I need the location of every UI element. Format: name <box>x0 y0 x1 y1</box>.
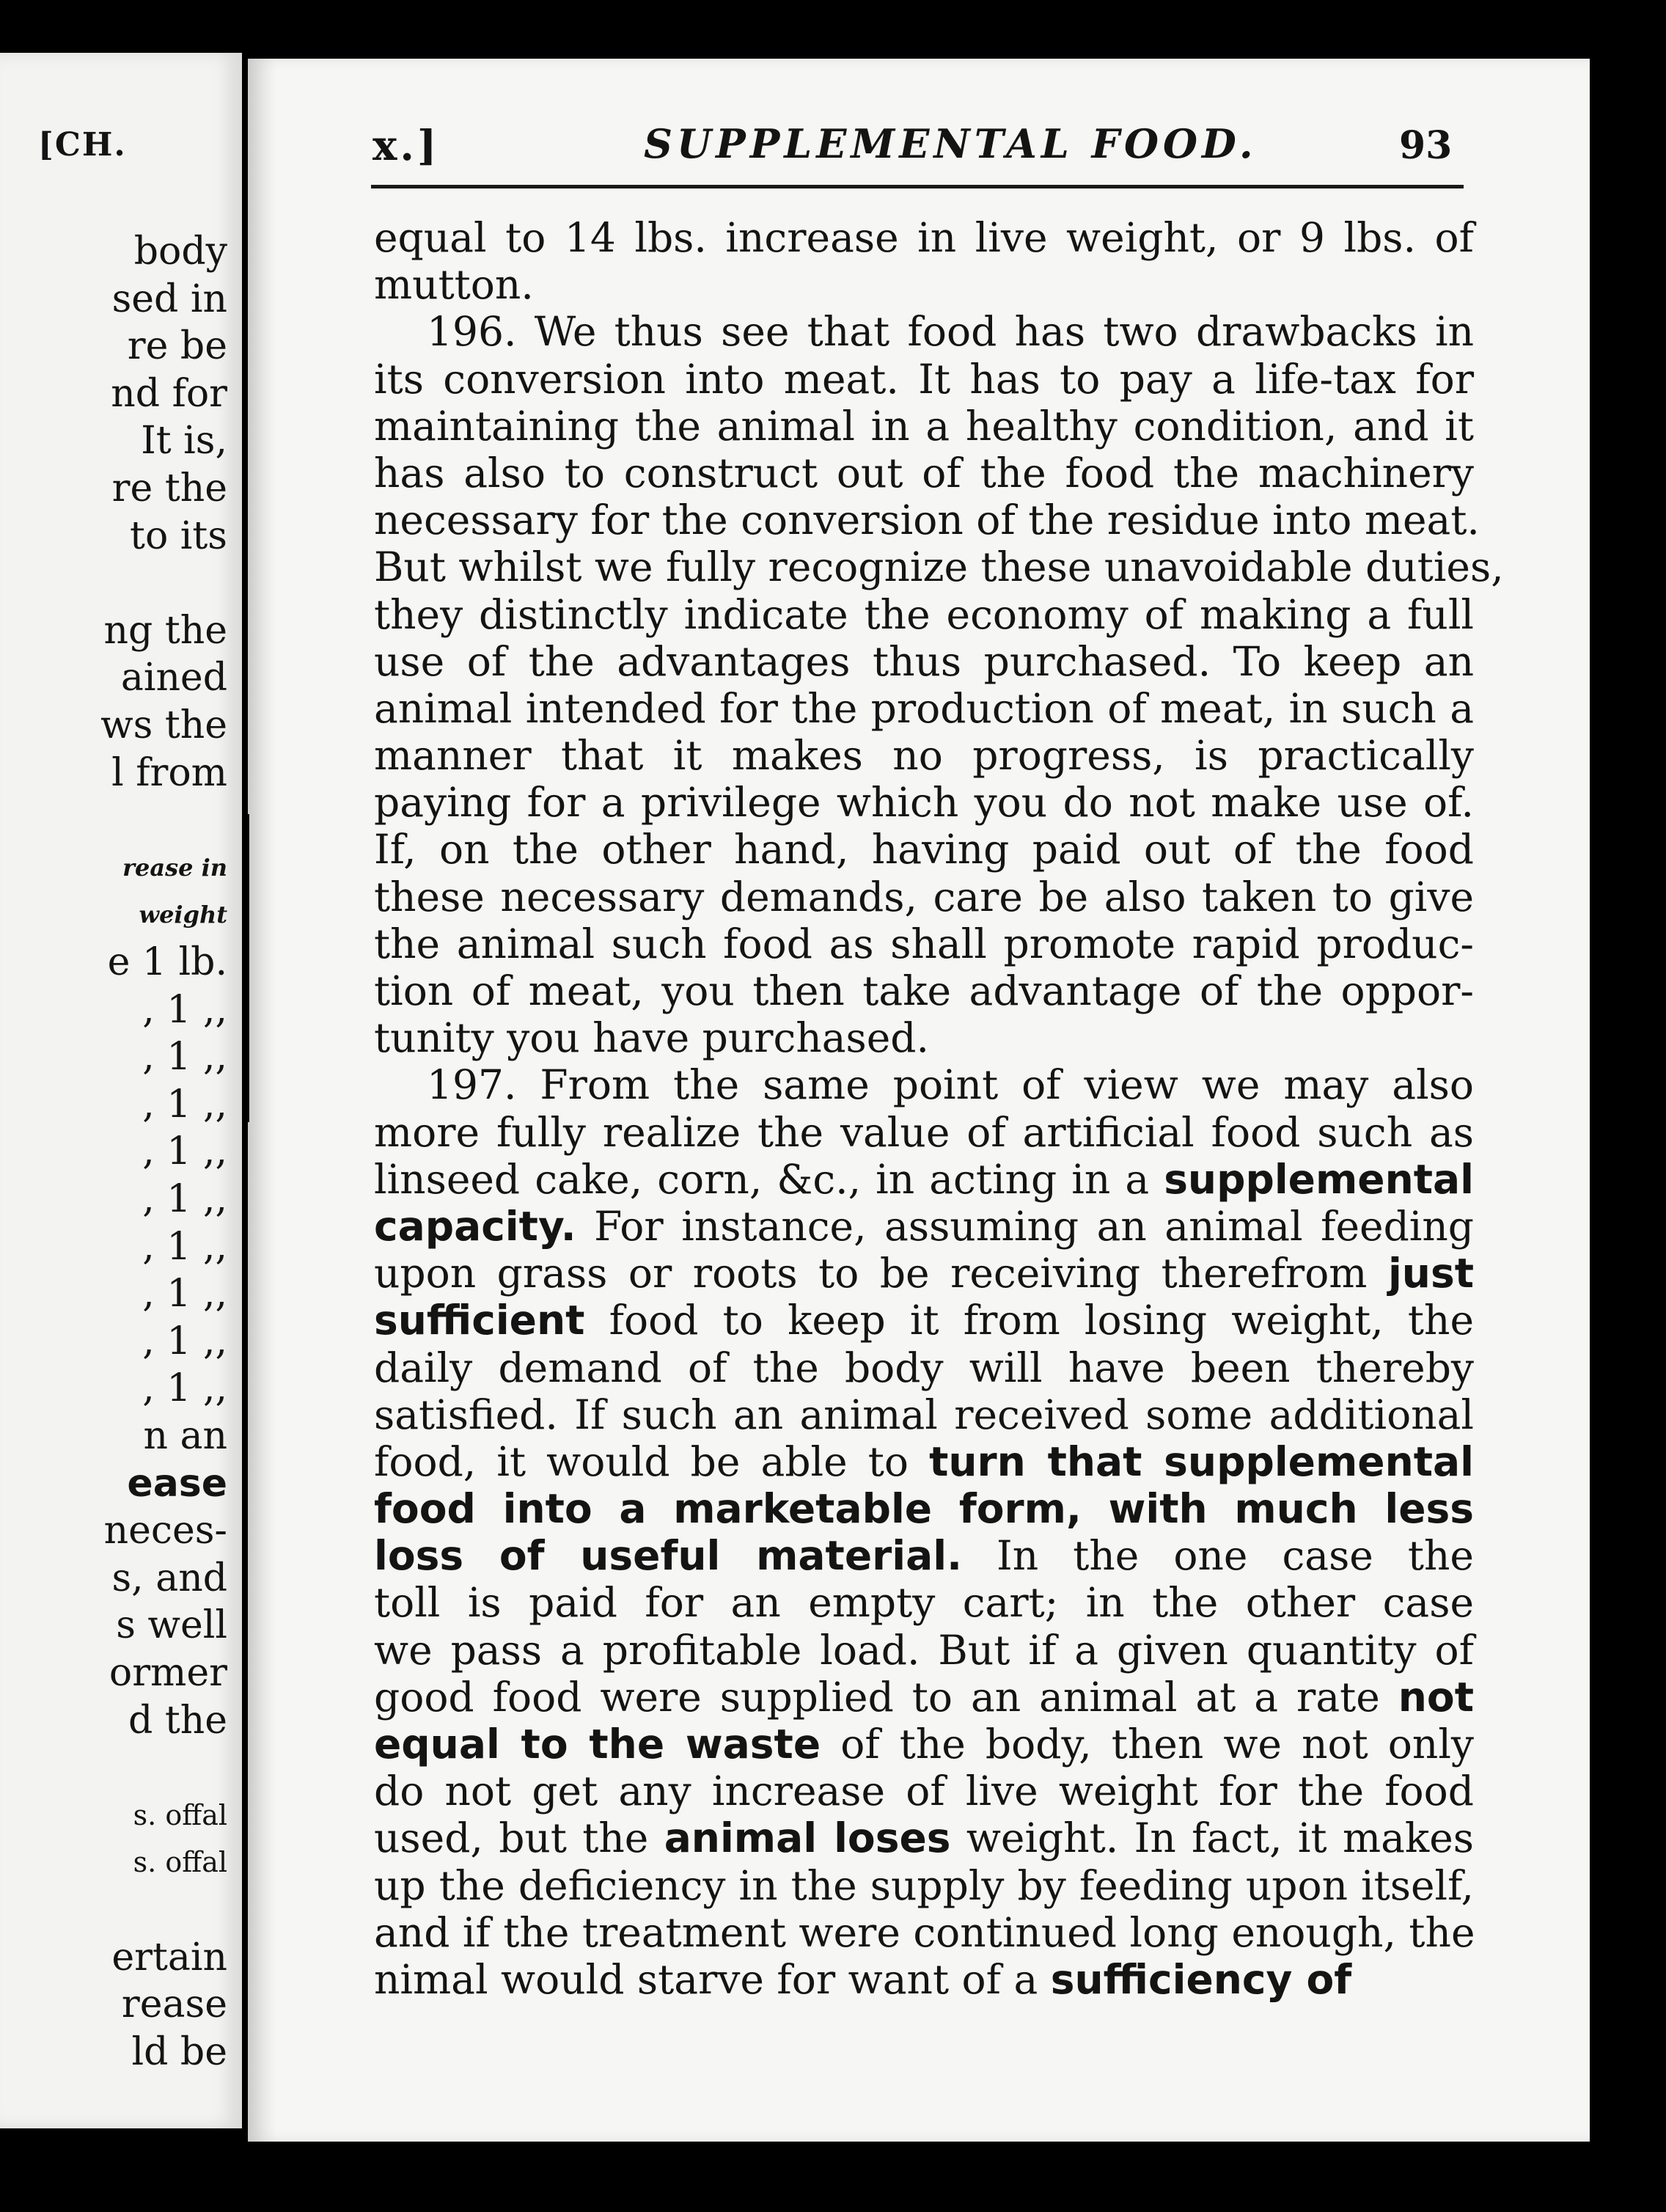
left-page-line: nd for <box>111 371 227 416</box>
text-run: the animal such food as shall promote rapid produc- <box>374 920 1474 967</box>
text-run: nimal would starve for want of a <box>374 1955 1051 2003</box>
bold-phrase: supplemental <box>1164 1155 1474 1203</box>
bold-phrase: capacity. <box>374 1202 576 1250</box>
text-line <box>374 450 1474 497</box>
text-line <box>374 1061 1474 1108</box>
text-run: For instance, assuming an animal feeding <box>576 1202 1474 1250</box>
left-page-line: s, and <box>111 1556 227 1600</box>
text-line <box>374 1532 1474 1579</box>
left-page-line: ained <box>120 656 227 700</box>
text-line <box>374 261 1474 308</box>
text-line <box>374 1674 1474 1721</box>
text-run: daily demand of the body will have been thereby <box>374 1344 1474 1391</box>
text-run: upon grass or roots to be receiving therefrom <box>374 1250 1388 1297</box>
text-run: good food were supplied to an animal at a rate <box>374 1673 1398 1721</box>
text-run: do not get any increase of live weight for the food <box>374 1768 1474 1815</box>
text-line <box>374 1956 1474 2003</box>
text-line <box>374 874 1474 920</box>
text-run: But whilst we fully recognize these unavoidable duties, <box>374 543 1504 591</box>
bold-phrase: just <box>1387 1250 1474 1297</box>
text-line <box>374 308 1474 355</box>
text-run: has also to construct out of the food the machinery <box>374 449 1474 497</box>
text-line <box>374 779 1474 826</box>
text-line <box>374 1297 1474 1344</box>
left-page-line: , 1 ,, <box>142 1177 227 1221</box>
left-page-line: , 1 ,, <box>142 1224 227 1269</box>
text-run: of the body, then we not only <box>821 1721 1474 1768</box>
text-run: tunity you have purchased. <box>374 1014 930 1062</box>
left-page-line: ormer <box>109 1651 227 1695</box>
text-line <box>374 1579 1474 1626</box>
left-page-line: ertain <box>111 1935 227 1980</box>
text-run: and if the treatment were continued long enough, the <box>374 1908 1475 1956</box>
text-run: animal intended for the production of meat, in such a <box>374 684 1474 732</box>
bold-phrase: sufficiency of <box>1050 1955 1352 2003</box>
running-title: SUPPLEMENTAL FOOD. <box>644 120 1258 167</box>
left-page-line: ws the <box>100 703 227 747</box>
text-run: satisfied. If such an animal received some additional <box>374 1391 1474 1438</box>
text-run: these necessary demands, care be also taken to give <box>374 873 1474 920</box>
text-run: up the deficiency in the supply by feeding upon itself, <box>374 1861 1474 1909</box>
text-run: maintaining the animal in a healthy condition, and it <box>374 402 1474 450</box>
text-line <box>374 920 1474 967</box>
text-line <box>374 1014 1474 1061</box>
bold-phrase: animal loses <box>664 1814 951 1862</box>
text-line <box>374 1909 1474 1956</box>
text-line <box>374 214 1474 261</box>
text-run: equal to 14 lbs. increase in live weight, or 9 lbs. of <box>374 214 1474 261</box>
left-page-line: body <box>133 230 227 274</box>
text-line <box>374 497 1480 544</box>
bold-phrase: sufficient <box>374 1297 585 1344</box>
left-page-line: to its <box>130 513 227 558</box>
text-line <box>374 1109 1474 1156</box>
text-line <box>374 1862 1474 1909</box>
left-page-line: , 1 ,, <box>142 987 227 1032</box>
text-run: used, but the <box>374 1814 664 1862</box>
text-run: linseed cake, corn, &c., in acting in a <box>374 1155 1164 1203</box>
right-page <box>248 59 1590 2142</box>
text-line <box>374 1485 1474 1532</box>
text-run: its conversion into meat. It has to pay a life-tax for <box>374 355 1474 403</box>
text-run: 196. We thus see that food has two drawbacks in <box>427 308 1474 356</box>
text-line <box>374 967 1474 1014</box>
text-run: necessary for the conversion of the residue into meat. <box>374 497 1480 544</box>
left-page-line: s well <box>116 1603 227 1648</box>
left-facing-page <box>0 53 242 2128</box>
text-run: 197. From the same point of view we may also <box>427 1061 1474 1109</box>
text-line <box>374 1768 1474 1814</box>
text-line <box>374 403 1474 450</box>
binding-edge-mark <box>248 814 249 1122</box>
text-line <box>374 1627 1474 1674</box>
left-page-line: It is, <box>141 419 227 464</box>
left-page-line: ease <box>127 1461 227 1506</box>
text-run: mutton. <box>374 261 534 309</box>
left-page-line: rease <box>121 1982 227 2027</box>
text-line <box>374 1344 1474 1391</box>
left-page-line: , 1 ,, <box>142 1035 227 1080</box>
text-run: In the one case the <box>961 1532 1474 1580</box>
text-line <box>374 732 1474 779</box>
text-line <box>374 1438 1474 1485</box>
text-run: paying for a privilege which you do not make use of. <box>374 779 1474 827</box>
text-line <box>374 1250 1474 1297</box>
text-line <box>374 1391 1474 1438</box>
left-page-line: , 1 ,, <box>142 1366 227 1411</box>
left-page-line: ld be <box>131 2029 227 2074</box>
header-rule <box>371 185 1464 188</box>
left-page-line: , 1 ,, <box>142 1082 227 1127</box>
text-run: food to keep it from losing weight, the <box>584 1297 1474 1344</box>
text-run: they distinctly indicate the economy of making a full <box>374 590 1474 638</box>
left-page-line: rease in <box>122 853 227 882</box>
text-line <box>374 826 1474 873</box>
chapter-marker: x.] <box>373 122 440 170</box>
text-run: toll is paid for an empty cart; in the other case <box>374 1579 1474 1627</box>
text-run: manner that it makes no progress, is practically <box>374 732 1474 780</box>
bold-phrase: loss of useful material. <box>374 1532 962 1580</box>
text-line <box>374 1814 1474 1861</box>
page-number: 93 <box>1399 123 1453 168</box>
left-page-line: neces- <box>103 1509 227 1553</box>
left-page-line: , 1 ,, <box>142 1319 227 1363</box>
text-line <box>374 356 1474 403</box>
text-run: tion of meat, you then take advantage of the oppor- <box>374 967 1474 1014</box>
text-line <box>374 685 1474 732</box>
left-page-line: d the <box>128 1698 227 1743</box>
text-line <box>374 591 1474 638</box>
left-page-line: e 1 lb. <box>107 940 227 984</box>
text-run: we pass a profitable load. But if a given quantity of <box>374 1626 1474 1674</box>
left-page-line: s. offal <box>133 1798 227 1831</box>
text-line <box>374 1156 1474 1203</box>
bold-phrase: equal to the waste <box>374 1721 821 1768</box>
left-page-line: ng the <box>103 608 227 653</box>
body-text <box>374 214 1504 2003</box>
left-page-line: s. offal <box>133 1846 227 1879</box>
text-run: weight. In fact, it makes <box>950 1814 1474 1862</box>
text-run: food, it would be able to <box>374 1438 930 1485</box>
left-page-line: re the <box>111 466 227 510</box>
text-run: If, on the other hand, having paid out of the food <box>374 826 1474 874</box>
text-run: use of the advantages thus purchased. To keep an <box>374 637 1474 685</box>
left-page-line: n an <box>143 1414 227 1458</box>
left-page-line: l from <box>111 750 227 795</box>
left-page-header: [CH. <box>38 126 127 164</box>
left-page-line: , 1 ,, <box>142 1272 227 1316</box>
bold-phrase: not <box>1398 1673 1474 1721</box>
text-line <box>374 638 1474 685</box>
bold-phrase: turn that supplemental <box>929 1438 1474 1485</box>
left-page-line: sed in <box>111 276 227 321</box>
left-page-line: , 1 ,, <box>142 1129 227 1174</box>
left-page-line: weight <box>139 901 227 929</box>
text-run: more fully realize the value of artificial food such as <box>374 1108 1474 1156</box>
text-line <box>374 1203 1474 1250</box>
bold-phrase: food into a marketable form, with much less <box>374 1485 1474 1533</box>
left-page-line: re be <box>127 324 227 369</box>
text-line <box>374 1721 1474 1768</box>
gutter-shadow <box>248 59 277 2142</box>
text-line <box>374 543 1504 591</box>
